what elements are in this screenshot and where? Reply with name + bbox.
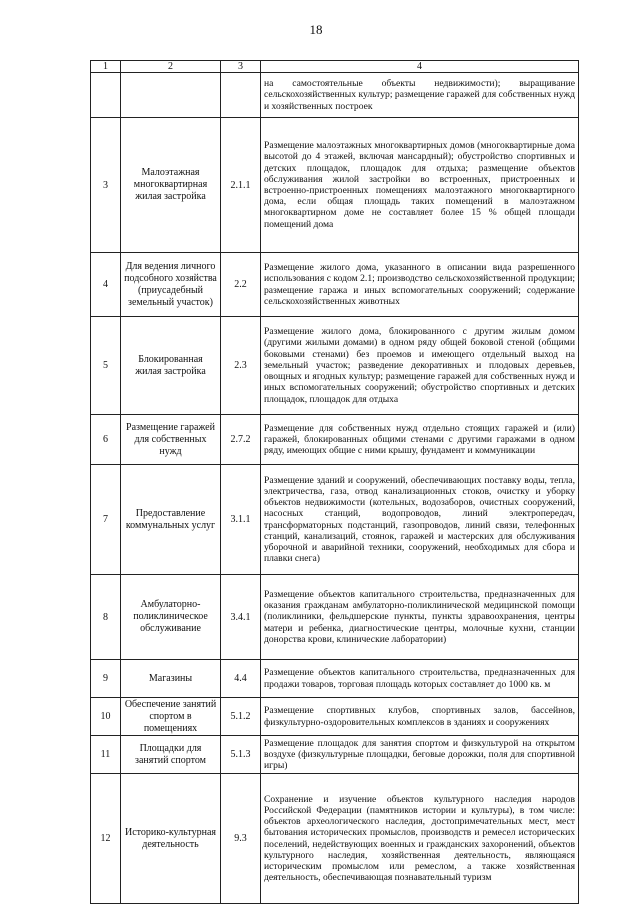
land-use-name: Амбулаторно-поликлиническое обслуживание: [121, 575, 221, 660]
land-use-description: Размещение жилого дома, указанного в описании вида разрешенного использования с кодом 2.1; производство сельскохозяйственной продукции; размещение гаража и иных вспомогательных сооружений; содержание сельскохозяйственных животных: [261, 253, 579, 317]
land-use-description: на самостоятельные объекты недвижимости); выращивание сельскохозяйственных культур; размещение гаражей для собственных нужд и хозяйственных построек: [261, 73, 579, 118]
row-number: 3: [91, 118, 121, 253]
column-header-number: 1: [91, 61, 121, 73]
table-row: [91, 660, 579, 698]
row-number: 9: [91, 660, 121, 698]
column-header-description: 4: [261, 61, 579, 73]
land-use-table: [90, 60, 579, 904]
land-use-description: Размещение площадок для занятия спортом и физкультурой на открытом воздухе (физкультурные площадки, беговые дорожки, поля для спортивной игры): [261, 736, 579, 774]
land-use-description: Размещение зданий и сооружений, обеспечивающих поставку воды, тепла, электричества, газа, отвод канализационных стоков, очистку и уборку объектов недвижимости (котельных, водозаборов, очистных сооружений, насосных станций, водопроводов, линий электропередач, трансформаторных подстанций, газопроводов, линий связи, телефонных станций, канализаций, стоянок, гаражей и мастерских для обслуживания уборочной и аварийной техники, сооружений, необходимых для сбора и плавки снега): [261, 465, 579, 575]
land-use-code: 2.3: [221, 317, 261, 415]
land-use-name: Размещение гаражей для собственных нужд: [121, 415, 221, 465]
land-use-name: Площадки для занятий спортом: [121, 736, 221, 774]
row-number: 8: [91, 575, 121, 660]
land-use-name: Для ведения личного подсобного хозяйства (приусадебный земельный участок): [121, 253, 221, 317]
land-use-name: Блокированная жилая застройка: [121, 317, 221, 415]
table-row: [91, 415, 579, 465]
land-use-code: [221, 73, 261, 118]
land-use-name: Обеспечение занятий спортом в помещениях: [121, 698, 221, 736]
table-header-row: [91, 61, 579, 73]
table-row: [91, 73, 579, 118]
table-row: [91, 465, 579, 575]
land-use-name: [121, 73, 221, 118]
row-number: 6: [91, 415, 121, 465]
land-use-description: Размещение спортивных клубов, спортивных залов, бассейнов, физкультурно-оздоровительных комплексов в зданиях и сооружениях: [261, 698, 579, 736]
land-use-code: 3.1.1: [221, 465, 261, 575]
land-use-code: 5.1.3: [221, 736, 261, 774]
table-row: [91, 118, 579, 253]
land-use-code: 5.1.2: [221, 698, 261, 736]
page-number: 18: [309, 22, 323, 37]
table-row: [91, 736, 579, 774]
land-use-name: Магазины: [121, 660, 221, 698]
row-number: 5: [91, 317, 121, 415]
land-use-code: 2.1.1: [221, 118, 261, 253]
table-row: [91, 698, 579, 736]
land-use-name: Предоставление коммунальных услуг: [121, 465, 221, 575]
land-use-name: Историко-культурная деятельность: [121, 774, 221, 904]
row-number: 10: [91, 698, 121, 736]
land-use-description: Размещение объектов капитального строительства, предназначенных для оказания гражданам амбулаторно-поликлинической медицинской помощи (поликлиники, фельдшерские пункты, пункты здравоохранения, центры матери и ребенка, диагностические центры, молочные кухни, станции донорства крови, клинические лаборатории): [261, 575, 579, 660]
row-number: [91, 73, 121, 118]
land-use-code: 2.7.2: [221, 415, 261, 465]
row-number: 11: [91, 736, 121, 774]
land-use-description: Размещение для собственных нужд отдельно стоящих гаражей и (или) гаражей, блокированных общими стенами с другими гаражами в одном ряду, имеющих общие с ними крышу, фундамент и коммуникации: [261, 415, 579, 465]
land-use-code: 4.4: [221, 660, 261, 698]
table-row: [91, 575, 579, 660]
land-use-name: Малоэтажная многоквартирная жилая застройка: [121, 118, 221, 253]
land-use-description: Размещение малоэтажных многоквартирных домов (многоквартирные дома высотой до 4 этажей, включая мансардный); обустройство спортивных и детских площадок, площадок для отдыха; размещение объектов обслуживания жилой застройки во встроенных, пристроенных и встроенно-пристроенных помещениях малоэтажного многоквартирного дома, если общая площадь таких помещений в малоэтажном многоквартирном доме не составляет более 15 % общей площади помещений дома: [261, 118, 579, 253]
column-header-name: 2: [121, 61, 221, 73]
land-use-code: 3.4.1: [221, 575, 261, 660]
row-number: 12: [91, 774, 121, 904]
table-row: [91, 774, 579, 904]
row-number: 7: [91, 465, 121, 575]
land-use-code: 2.2: [221, 253, 261, 317]
land-use-code: 9.3: [221, 774, 261, 904]
column-header-code: 3: [221, 61, 261, 73]
land-use-description: Размещение жилого дома, блокированного с другим жилым домом (другими жилыми домами) в одном ряду общей боковой стеной (общими боковыми стенами) без проемов и имеющего отдельный выход на земельный участок; разведение декоративных и плодовых деревьев, овощных и ягодных культур; размещение гаражей для собственных нужд и иных вспомогательных сооружений; обустройство спортивных и детских площадок, площадок для отдыха: [261, 317, 579, 415]
row-number: 4: [91, 253, 121, 317]
land-use-description: Размещение объектов капитального строительства, предназначенных для продажи товаров, торговая площадь которых составляет до 1000 кв. м: [261, 660, 579, 698]
table-row: [91, 317, 579, 415]
table-row: [91, 253, 579, 317]
land-use-description: Сохранение и изучение объектов культурного наследия народов Российской Федерации (памятников истории и культуры), в том числе: объектов археологического наследия, достопримечательных мест, мест бытования исторических промыслов, производств и ремесел исторических поселений, недействующих военных и гражданских захоронений, объектов культурного наследия, хозяйственная деятельность, являющаяся историческим промыслом или ремеслом, а также хозяйственная деятельность, обеспечивающая познавательный туризм: [261, 774, 579, 904]
